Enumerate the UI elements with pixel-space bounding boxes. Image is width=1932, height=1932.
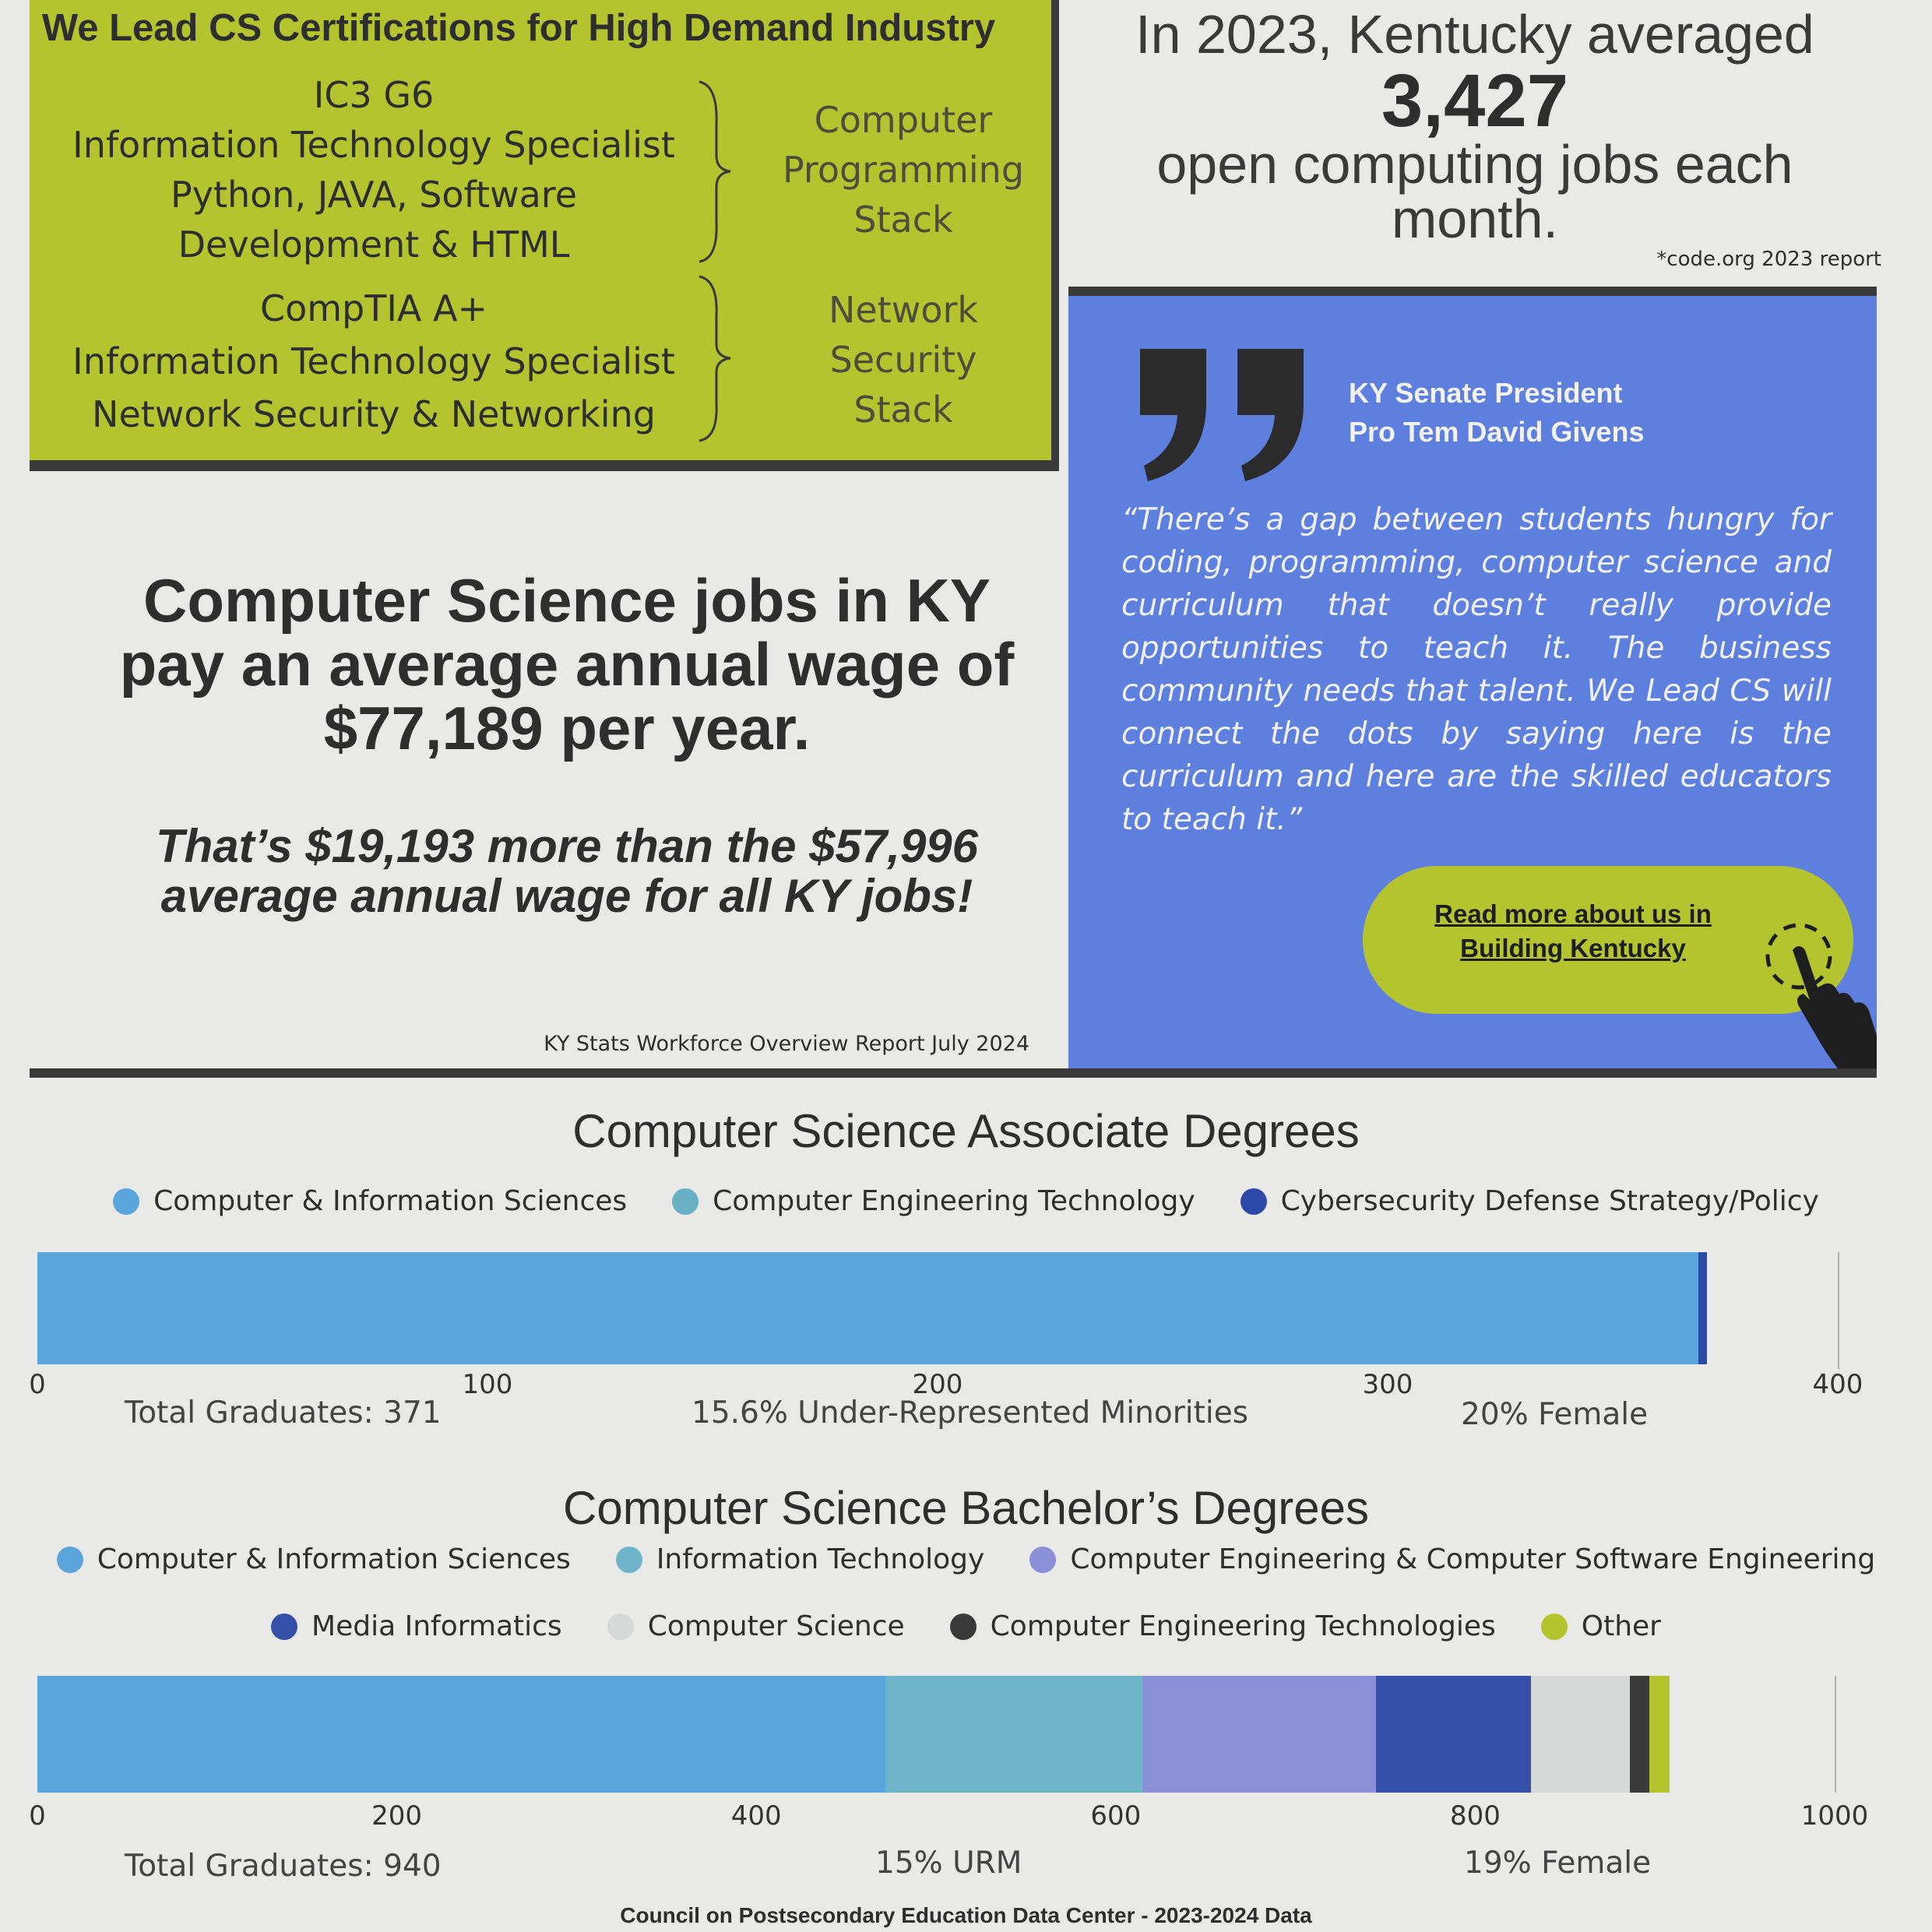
bachelor-chart-bar <box>37 1676 1835 1793</box>
author-title: KY Senate President <box>1349 377 1623 409</box>
wage-panel <box>30 475 1061 1075</box>
stack-label-programming <box>716 95 1090 245</box>
bar-segment-computer-science <box>1531 1676 1630 1793</box>
wage-line: Computer Science jobs in KY <box>143 566 991 635</box>
legend-label: Cybersecurity Defense Strategy/Policy <box>1280 1185 1819 1217</box>
bar-segment-media-informatics <box>1376 1676 1530 1793</box>
cert-line: CompTIA A+ <box>259 287 488 329</box>
jobs-source: *code.org 2023 report <box>1656 248 1881 271</box>
stack-line: Computer <box>814 99 993 141</box>
bachelor-urm: 15% URM <box>875 1846 1022 1881</box>
wage-headline <box>61 568 1073 760</box>
stack-line: Programming <box>782 149 1025 191</box>
divider <box>30 1068 1877 1078</box>
legend-label: Computer & Information Sciences <box>153 1185 628 1217</box>
associate-chart-bar <box>37 1252 1838 1364</box>
legend-item-other <box>1541 1610 1661 1642</box>
stack-line: Stack <box>853 389 953 431</box>
legend-swatch <box>672 1188 699 1215</box>
legend-item-computer-science <box>607 1610 905 1642</box>
bachelor-female: 19% Female <box>1464 1846 1652 1881</box>
axis-tick-label: 600 <box>1090 1800 1142 1832</box>
cert-group-programming <box>23 70 724 269</box>
legend-item-computer-engineering-technology <box>672 1185 1195 1217</box>
axis-tick-label: 0 <box>29 1800 46 1832</box>
legend-label: Computer Engineering Technologies <box>990 1610 1496 1642</box>
bar-segment-computer-information-sciences <box>37 1252 1698 1364</box>
legend-label: Other <box>1581 1610 1661 1642</box>
read-more-line1: Read more about us in <box>1434 899 1712 928</box>
bar-segment-information-technology <box>885 1676 1142 1793</box>
legend-label: Computer Science <box>647 1610 905 1642</box>
axis-tick-label: 0 <box>29 1369 46 1400</box>
stack-line: Network <box>828 289 979 331</box>
axis-end-line <box>1838 1252 1839 1369</box>
cert-group-network <box>23 282 724 441</box>
axis-tick-label: 100 <box>462 1369 513 1400</box>
quote-mark-icon <box>1140 349 1311 481</box>
bachelor-chart-ticks <box>29 1800 1869 1839</box>
cert-line: Information Technology Specialist <box>72 340 675 382</box>
bachelor-total: Total Graduates: 940 <box>125 1849 442 1884</box>
legend-swatch <box>1541 1614 1568 1640</box>
axis-tick-label: 1000 <box>1800 1800 1869 1832</box>
axis-tick-label: 400 <box>1812 1369 1863 1400</box>
cert-line: IC3 G6 <box>313 74 435 116</box>
legend-swatch <box>607 1614 634 1640</box>
legend-swatch <box>616 1547 642 1573</box>
quote-panel <box>1068 287 1877 1075</box>
wage-source: KY Stats Workforce Overview Report July 2024 <box>544 1032 1029 1056</box>
bar-segment-cybersecurity-defense-strategy-policy <box>1698 1252 1708 1364</box>
legend-item-computer-engineering-computer-software-engineering <box>1029 1543 1875 1575</box>
bar-segment-other <box>1649 1676 1669 1793</box>
legend-item-cybersecurity-defense-strategy-policy <box>1240 1185 1819 1217</box>
author-name: Pro Tem David Givens <box>1349 416 1645 448</box>
bachelor-chart-title: Computer Science Bachelor’s Degrees <box>563 1482 1369 1534</box>
axis-tick-label: 300 <box>1362 1369 1413 1400</box>
axis-tick-label: 800 <box>1449 1800 1501 1832</box>
quote-text: “There’s a gap between students hungry for coding, programming, computer science and curriculum that doesn’t really provide opportunities to teach it. The business community needs that talent. We Lead CS will connect the dots by saying here is the curriculum and here are the skilled educators to teach it.” <box>1121 502 1832 837</box>
wage-diff-line: That’s $19,193 more than the $57,996 <box>155 820 979 872</box>
associate-total: Total Graduates: 371 <box>125 1395 442 1431</box>
wage-diff-line: average annual wage for all KY jobs! <box>160 870 973 922</box>
bar-segment-computer-engineering-technologies <box>1630 1676 1649 1793</box>
legend-swatch <box>57 1547 83 1573</box>
read-more-label <box>1386 897 1760 966</box>
legend-item-computer-information-sciences <box>57 1543 571 1575</box>
read-more-line2: Building Kentucky <box>1460 934 1686 962</box>
axis-tick-label: 200 <box>912 1369 963 1400</box>
legend-item-information-technology <box>616 1543 985 1575</box>
legend-label: Computer Engineering & Computer Software Engineering <box>1070 1543 1876 1575</box>
bar-segment-computer-information-sciences <box>37 1676 885 1793</box>
jobs-description-end: month. <box>1392 188 1558 249</box>
wage-line: $77,189 per year. <box>323 694 811 762</box>
legend-swatch <box>950 1614 977 1640</box>
legend-label: Computer Engineering Technology <box>713 1185 1195 1217</box>
legend-item-computer-information-sciences <box>113 1185 627 1217</box>
cert-line: Python, JAVA, Software <box>171 174 577 216</box>
wage-difference <box>61 822 1073 921</box>
legend-item-computer-engineering-technologies <box>950 1610 1496 1642</box>
associate-female: 20% Female <box>1461 1397 1649 1432</box>
jobs-number: 3,427 <box>1381 59 1569 143</box>
legend-swatch <box>271 1614 297 1640</box>
legend-label: Information Technology <box>656 1543 985 1575</box>
quote-author <box>1349 374 1816 452</box>
associate-urm: 15.6% Under-Represented Minorities <box>692 1395 1249 1431</box>
stack-label-network <box>716 285 1090 435</box>
bachelor-chart-legend <box>0 1543 1932 1575</box>
jobs-intro: In 2023, Kentucky averaged <box>1135 4 1814 65</box>
legend-label: Computer & Information Sciences <box>97 1543 571 1575</box>
axis-tick-label: 400 <box>730 1800 782 1832</box>
data-source-footer: Council on Postsecondary Education Data Center - 2023-2024 Data <box>620 1903 1312 1927</box>
bachelor-chart-legend-row2 <box>0 1610 1932 1642</box>
pointer-hand-icon <box>1761 919 1877 1075</box>
wage-line: pay an average annual wage of <box>119 630 1015 699</box>
stack-line: Security <box>829 339 977 381</box>
axis-tick-label: 200 <box>371 1800 423 1832</box>
legend-item-media-informatics <box>271 1610 562 1642</box>
stack-line: Stack <box>853 199 953 241</box>
jobs-stat <box>1068 0 1881 290</box>
legend-swatch <box>1029 1547 1056 1573</box>
associate-chart-legend <box>0 1185 1932 1217</box>
cert-line: Development & HTML <box>178 223 570 266</box>
legend-swatch <box>1240 1188 1267 1215</box>
bar-segment-computer-engineering-computer-software-engineering <box>1142 1676 1376 1793</box>
associate-chart-title: Computer Science Associate Degrees <box>572 1105 1360 1157</box>
certification-title: We Lead CS Certifications for High Demand Industry <box>41 7 996 49</box>
legend-label: Media Informatics <box>311 1610 562 1642</box>
jobs-description: open computing jobs each <box>1156 134 1793 195</box>
cert-line: Information Technology Specialist <box>72 124 675 166</box>
axis-end-line <box>1835 1676 1836 1793</box>
legend-swatch <box>113 1188 139 1215</box>
cert-line: Network Security & Networking <box>92 393 656 435</box>
